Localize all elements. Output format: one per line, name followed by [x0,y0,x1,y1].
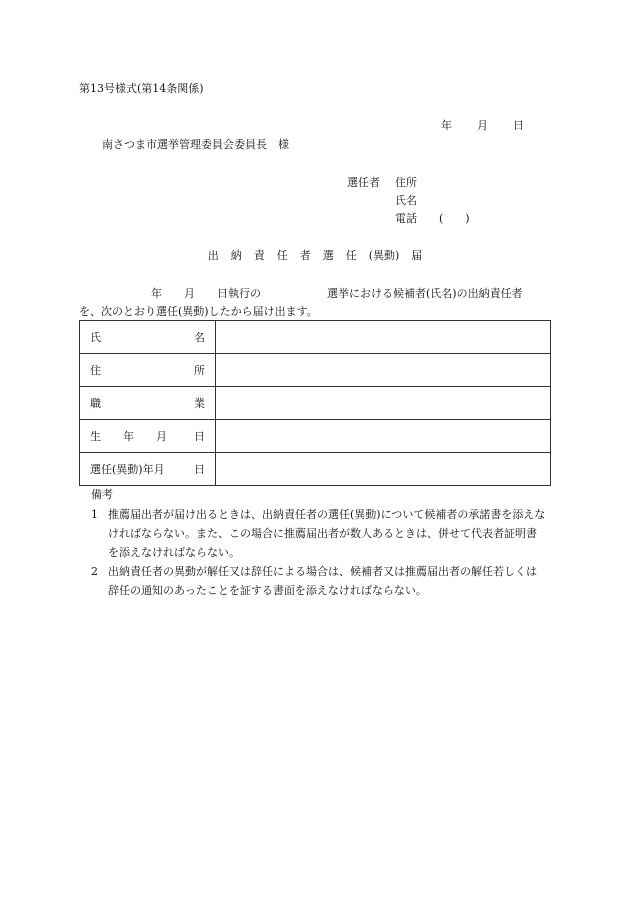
applicant-phone-label: 電話 ( ) [395,212,470,225]
title-char: 任 [276,249,288,262]
label-right: 日 [194,430,205,443]
label-right: 日 [194,463,205,476]
body-text-line-1: 年 月 日執行の 選挙における候補者(氏名)の出納責任者 [151,287,523,300]
addressee: 南さつま市選挙管理委員会委員長 様 [102,138,289,151]
applicant-name-label: 氏名 [395,194,417,207]
label-right: 所 [194,364,205,377]
note-item [91,505,546,562]
note-item [91,562,546,600]
title-char: (異動) [368,249,400,262]
form-number: 第13号様式(第14条関係) [79,82,204,95]
row-label-appointment-date [80,453,216,486]
document-title [0,249,630,263]
label-left: 住 [90,364,101,377]
row-label-address [80,354,216,387]
title-char: 納 [230,249,242,262]
body-text-line-2: を、次のとおり選任(異動)したから届け出ます。 [79,305,318,318]
table-row [80,354,551,387]
label-left: 氏 [90,331,101,344]
table-row [80,420,551,453]
title-char: 責 [253,249,265,262]
title-char: 選 [322,249,334,262]
label-left: 生 年 月 [90,430,167,443]
note-number: 1 [91,508,98,521]
note-text: 出納責任者の異動が解任又は辞任による場合は、候補者又は推薦届出者の解任若しくは辞任の通知のあったことを証する書面を添えなければならない。 [108,565,537,597]
table-row [80,453,551,486]
applicant-label: 選任者 [347,176,380,189]
address-input-cell[interactable] [216,354,551,387]
birthdate-input-cell[interactable] [216,420,551,453]
notes-heading: 備考 [91,488,113,501]
title-char: 出 [207,249,219,262]
note-number: 2 [91,565,98,578]
label-left: 選任(異動)年月 [90,463,165,476]
submission-date [441,119,524,133]
date-year-label: 年 [441,119,452,132]
label-left: 職 [90,397,101,410]
table-row [80,321,551,354]
note-text: 推薦届出者が届け出るときは、出納責任者の選任(異動)について候補者の承諾書を添えなければならない。また、この場合に推薦届出者が数人あるときは、併せて代表者証明書を添えなければならない。 [108,508,546,559]
label-right: 業 [194,397,205,410]
row-label-name [80,321,216,354]
treasurer-info-table [79,320,551,486]
title-char: 任 [345,249,357,262]
name-input-cell[interactable] [216,321,551,354]
occupation-input-cell[interactable] [216,387,551,420]
table-row [80,387,551,420]
row-label-occupation [80,387,216,420]
appointment-date-input-cell[interactable] [216,453,551,486]
title-char: 者 [299,249,311,262]
title-char: 届 [411,249,423,262]
date-day-label: 日 [513,119,524,132]
date-month-label: 月 [477,119,488,132]
label-right: 名 [194,331,205,344]
applicant-address-label: 住所 [395,176,417,189]
row-label-birthdate [80,420,216,453]
